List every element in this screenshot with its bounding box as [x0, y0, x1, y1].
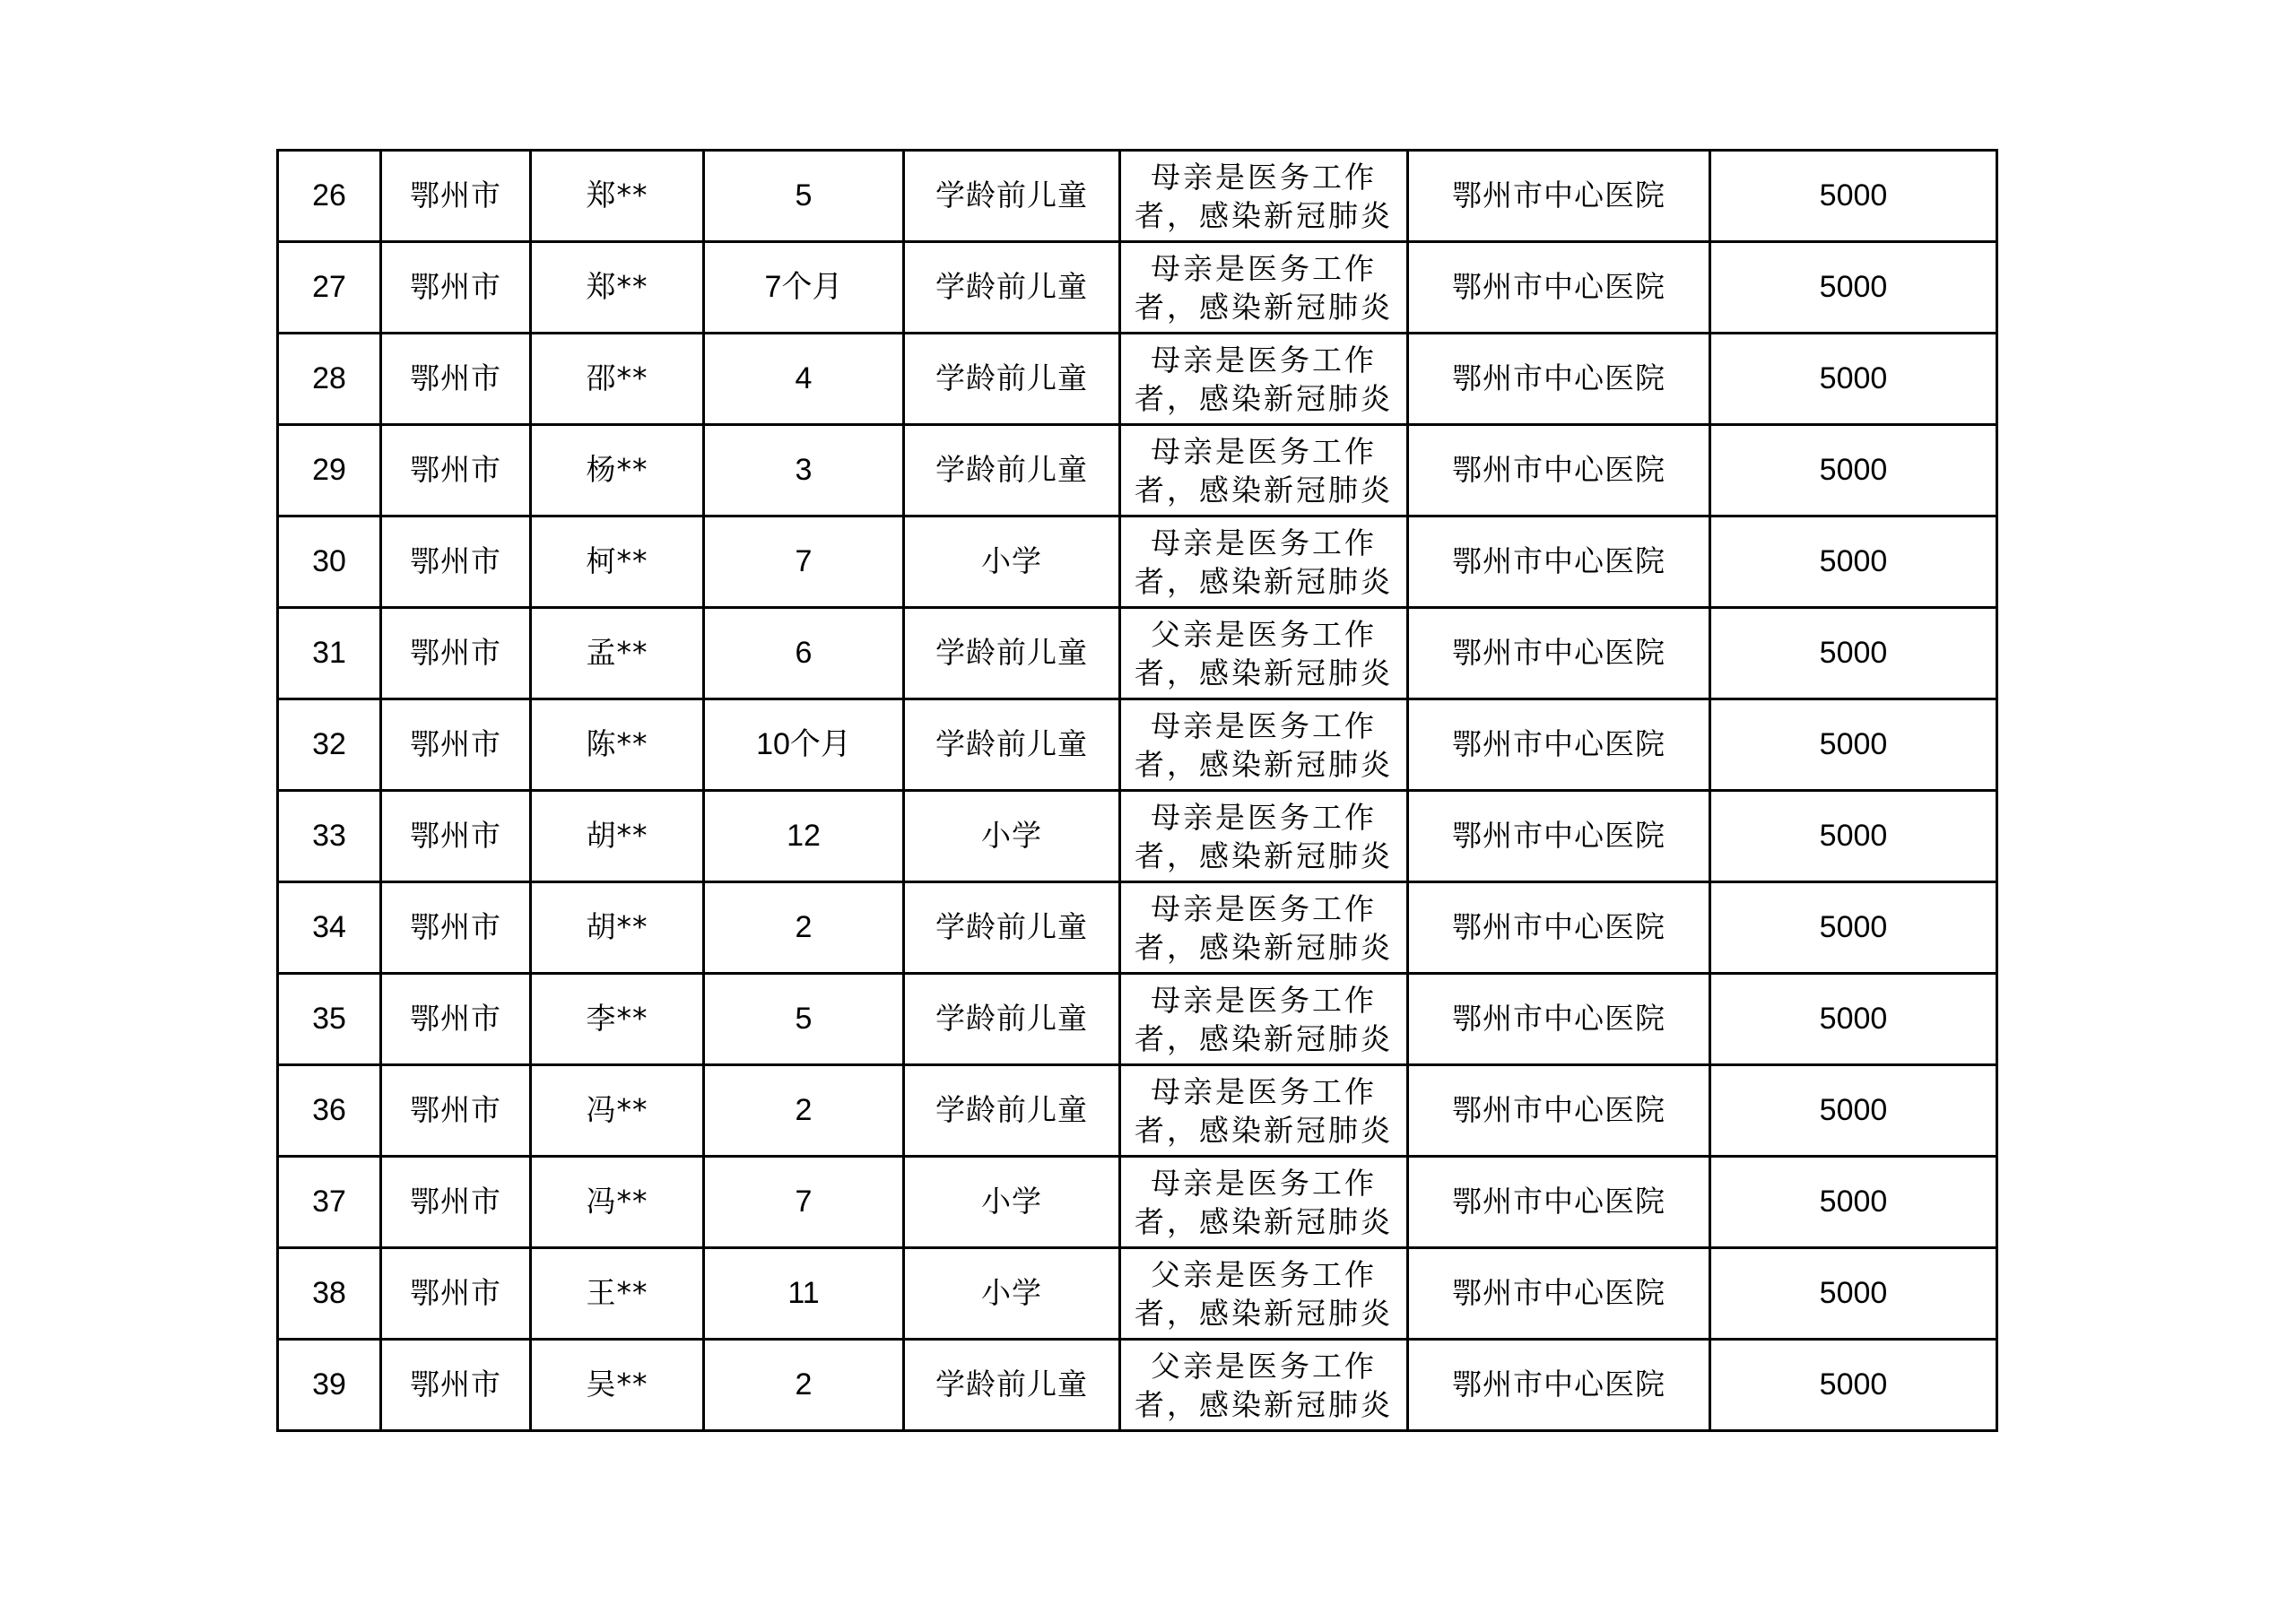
cell-hospital: 鄂州市中心医院	[1408, 699, 1710, 791]
cell-category: 学龄前儿童	[904, 608, 1120, 699]
reason-line-1: 父亲是医务工作	[1151, 616, 1377, 652]
cell-name: 胡**	[531, 791, 704, 882]
cell-amount: 5000	[1710, 699, 1997, 791]
cell-category: 学龄前儿童	[904, 334, 1120, 425]
cell-hospital: 鄂州市中心医院	[1408, 791, 1710, 882]
cell-hospital: 鄂州市中心医院	[1408, 334, 1710, 425]
cell-hospital: 鄂州市中心医院	[1408, 974, 1710, 1065]
reason-line-2: 者，感染新冠肺炎	[1135, 472, 1393, 508]
reason-line-2: 者，感染新冠肺炎	[1135, 289, 1393, 325]
table-row	[278, 1248, 1997, 1340]
cell-category: 学龄前儿童	[904, 242, 1120, 334]
reason-line-2: 者，感染新冠肺炎	[1135, 838, 1393, 873]
document-page	[276, 149, 1996, 1432]
reason-line-1: 母亲是医务工作	[1151, 1073, 1377, 1109]
cell-age: 2	[704, 1065, 904, 1157]
cell-hospital: 鄂州市中心医院	[1408, 1248, 1710, 1340]
cell-reason	[1120, 1248, 1408, 1340]
table-row	[278, 699, 1997, 791]
table-row	[278, 425, 1997, 516]
cell-category: 小学	[904, 1157, 1120, 1248]
cell-age: 4	[704, 334, 904, 425]
cell-reason	[1120, 516, 1408, 608]
reason-line-1: 母亲是医务工作	[1151, 525, 1377, 560]
cell-hospital: 鄂州市中心医院	[1408, 425, 1710, 516]
cell-amount: 5000	[1710, 1340, 1997, 1431]
reason-line-2: 者，感染新冠肺炎	[1135, 746, 1393, 782]
reason-line-1: 母亲是医务工作	[1151, 159, 1377, 195]
cell-reason	[1120, 699, 1408, 791]
cell-name: 胡**	[531, 882, 704, 974]
cell-amount: 5000	[1710, 1157, 1997, 1248]
reason-line-2: 者，感染新冠肺炎	[1135, 380, 1393, 416]
cell-name: 郑**	[531, 151, 704, 242]
cell-reason	[1120, 1157, 1408, 1248]
cell-reason	[1120, 334, 1408, 425]
cell-age: 12	[704, 791, 904, 882]
cell-index: 34	[278, 882, 381, 974]
table-row	[278, 151, 1997, 242]
cell-name: 邵**	[531, 334, 704, 425]
cell-name: 郑**	[531, 242, 704, 334]
cell-city: 鄂州市	[381, 1065, 531, 1157]
reason-line-2: 者，感染新冠肺炎	[1135, 929, 1393, 965]
cell-age: 5	[704, 974, 904, 1065]
cell-index: 31	[278, 608, 381, 699]
cell-name: 王**	[531, 1248, 704, 1340]
cell-city: 鄂州市	[381, 1340, 531, 1431]
cell-reason	[1120, 608, 1408, 699]
cell-reason	[1120, 1340, 1408, 1431]
cell-reason	[1120, 242, 1408, 334]
cell-name: 李**	[531, 974, 704, 1065]
table-row	[278, 882, 1997, 974]
cell-reason	[1120, 1065, 1408, 1157]
cell-amount: 5000	[1710, 608, 1997, 699]
reason-line-2: 者，感染新冠肺炎	[1135, 1020, 1393, 1056]
cell-city: 鄂州市	[381, 608, 531, 699]
cell-index: 32	[278, 699, 381, 791]
cell-name: 柯**	[531, 516, 704, 608]
cell-index: 30	[278, 516, 381, 608]
cell-category: 学龄前儿童	[904, 1340, 1120, 1431]
cell-amount: 5000	[1710, 1248, 1997, 1340]
cell-index: 38	[278, 1248, 381, 1340]
cell-index: 29	[278, 425, 381, 516]
cell-city: 鄂州市	[381, 1248, 531, 1340]
table-row	[278, 1340, 1997, 1431]
table-row	[278, 608, 1997, 699]
cell-index: 35	[278, 974, 381, 1065]
cell-hospital: 鄂州市中心医院	[1408, 882, 1710, 974]
recipient-table	[276, 149, 1998, 1432]
cell-index: 37	[278, 1157, 381, 1248]
cell-amount: 5000	[1710, 242, 1997, 334]
cell-amount: 5000	[1710, 882, 1997, 974]
table-row	[278, 791, 1997, 882]
cell-index: 28	[278, 334, 381, 425]
cell-category: 小学	[904, 791, 1120, 882]
cell-city: 鄂州市	[381, 791, 531, 882]
table-row	[278, 1157, 1997, 1248]
cell-name: 吴**	[531, 1340, 704, 1431]
reason-line-1: 母亲是医务工作	[1151, 433, 1377, 469]
reason-line-2: 者，感染新冠肺炎	[1135, 1112, 1393, 1148]
cell-category: 学龄前儿童	[904, 882, 1120, 974]
cell-age: 3	[704, 425, 904, 516]
cell-category: 学龄前儿童	[904, 151, 1120, 242]
cell-amount: 5000	[1710, 334, 1997, 425]
reason-line-2: 者，感染新冠肺炎	[1135, 1203, 1393, 1239]
cell-category: 学龄前儿童	[904, 699, 1120, 791]
cell-age: 2	[704, 1340, 904, 1431]
cell-name: 冯**	[531, 1065, 704, 1157]
reason-line-1: 母亲是医务工作	[1151, 250, 1377, 286]
cell-amount: 5000	[1710, 791, 1997, 882]
cell-reason	[1120, 425, 1408, 516]
cell-name: 孟**	[531, 608, 704, 699]
cell-age: 11	[704, 1248, 904, 1340]
cell-hospital: 鄂州市中心医院	[1408, 608, 1710, 699]
cell-city: 鄂州市	[381, 882, 531, 974]
cell-amount: 5000	[1710, 1065, 1997, 1157]
cell-hospital: 鄂州市中心医院	[1408, 1157, 1710, 1248]
cell-age: 5	[704, 151, 904, 242]
cell-reason	[1120, 151, 1408, 242]
cell-age: 7	[704, 1157, 904, 1248]
cell-name: 陈**	[531, 699, 704, 791]
cell-city: 鄂州市	[381, 974, 531, 1065]
cell-hospital: 鄂州市中心医院	[1408, 1065, 1710, 1157]
reason-line-2: 者，感染新冠肺炎	[1135, 655, 1393, 690]
reason-line-1: 母亲是医务工作	[1151, 799, 1377, 835]
table-body	[278, 151, 1997, 1431]
cell-amount: 5000	[1710, 516, 1997, 608]
cell-category: 学龄前儿童	[904, 425, 1120, 516]
cell-category: 学龄前儿童	[904, 1065, 1120, 1157]
cell-name: 杨**	[531, 425, 704, 516]
reason-line-1: 母亲是医务工作	[1151, 1165, 1377, 1201]
cell-amount: 5000	[1710, 425, 1997, 516]
table-row	[278, 242, 1997, 334]
cell-index: 33	[278, 791, 381, 882]
reason-line-1: 母亲是医务工作	[1151, 890, 1377, 926]
cell-age: 7	[704, 516, 904, 608]
cell-category: 学龄前儿童	[904, 974, 1120, 1065]
cell-hospital: 鄂州市中心医院	[1408, 516, 1710, 608]
table-row	[278, 1065, 1997, 1157]
cell-reason	[1120, 791, 1408, 882]
cell-hospital: 鄂州市中心医院	[1408, 151, 1710, 242]
reason-line-1: 父亲是医务工作	[1151, 1256, 1377, 1292]
cell-index: 36	[278, 1065, 381, 1157]
cell-reason	[1120, 974, 1408, 1065]
table-row	[278, 974, 1997, 1065]
reason-line-2: 者，感染新冠肺炎	[1135, 197, 1393, 233]
cell-age: 6	[704, 608, 904, 699]
reason-line-1: 母亲是医务工作	[1151, 707, 1377, 743]
cell-age: 2	[704, 882, 904, 974]
cell-category: 小学	[904, 516, 1120, 608]
reason-line-2: 者，感染新冠肺炎	[1135, 1386, 1393, 1422]
reason-line-2: 者，感染新冠肺炎	[1135, 563, 1393, 599]
reason-line-1: 父亲是医务工作	[1151, 1348, 1377, 1384]
cell-hospital: 鄂州市中心医院	[1408, 242, 1710, 334]
cell-city: 鄂州市	[381, 516, 531, 608]
cell-reason	[1120, 882, 1408, 974]
cell-city: 鄂州市	[381, 151, 531, 242]
cell-age: 7个月	[704, 242, 904, 334]
reason-line-1: 母亲是医务工作	[1151, 982, 1377, 1018]
cell-index: 26	[278, 151, 381, 242]
cell-city: 鄂州市	[381, 334, 531, 425]
table-row	[278, 334, 1997, 425]
cell-city: 鄂州市	[381, 699, 531, 791]
cell-amount: 5000	[1710, 151, 1997, 242]
cell-index: 27	[278, 242, 381, 334]
cell-age: 10个月	[704, 699, 904, 791]
cell-amount: 5000	[1710, 974, 1997, 1065]
reason-line-2: 者，感染新冠肺炎	[1135, 1295, 1393, 1331]
cell-name: 冯**	[531, 1157, 704, 1248]
cell-index: 39	[278, 1340, 381, 1431]
table-row	[278, 516, 1997, 608]
cell-city: 鄂州市	[381, 242, 531, 334]
reason-line-1: 母亲是医务工作	[1151, 342, 1377, 378]
cell-hospital: 鄂州市中心医院	[1408, 1340, 1710, 1431]
cell-city: 鄂州市	[381, 1157, 531, 1248]
cell-city: 鄂州市	[381, 425, 531, 516]
cell-category: 小学	[904, 1248, 1120, 1340]
